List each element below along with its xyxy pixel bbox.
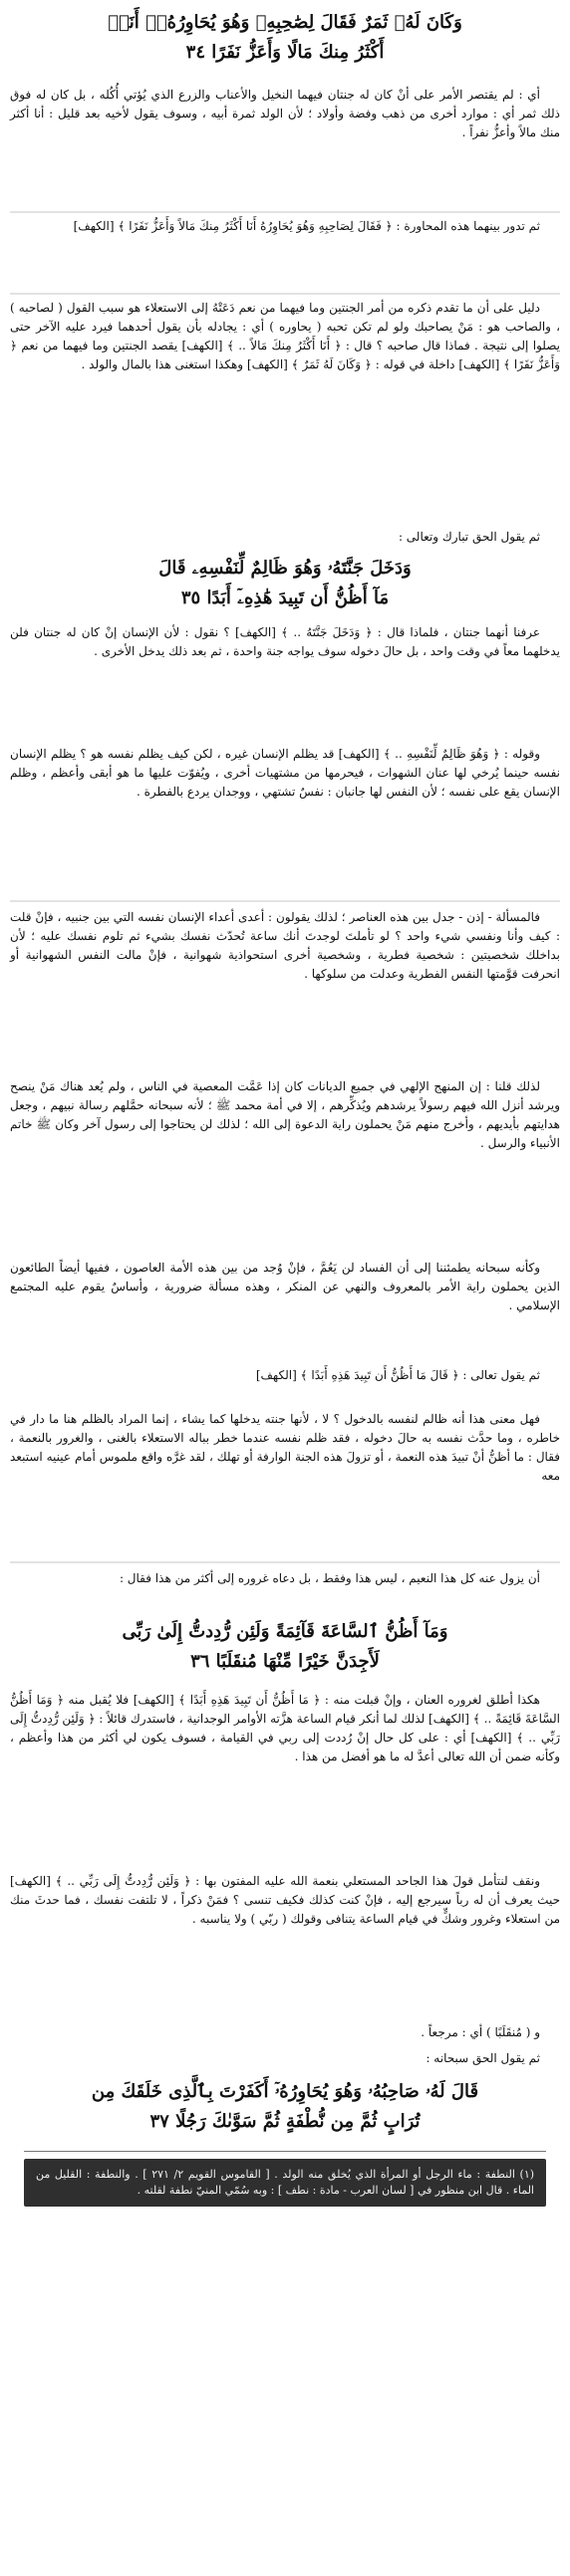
verse-block-37: [20, 2077, 550, 2137]
paragraph-10-text: ثم يقول تعالى : ﴿ قَالَ مَا أَظُنُّ أَن تَبِيدَ هَذِهِ أَبَدًا ﴾ [الكهف]: [255, 1368, 540, 1382]
paragraph-7: [10, 908, 560, 984]
paragraph-14-text: ونقف لنتأمل قولَ هذا الجاحد المستعلي بنعمة الله عليه المفتون بها : ﴿ وَلَئِن رُّدِدتُّ إِلَى رَبِّي .. ﴾ [الكهف] حيث يعرف أن له رباً سيرجع إليه ، فإنْ كنت كذلك فكيف تنسى ؟ فمَنْ ذكراً ، لا تلتفت نفسك ، فما حدثَ منك من استعلاء وغرور وشكٍّ في قيام الساعة يتنافى وقولك ( ربّي ) ولا يناسبه .: [10, 1874, 560, 1926]
paragraph-9: [10, 1259, 560, 1315]
paragraph-1-text: أي : لم يقتصر الأمر على أنْ كان له جنتان فيهما النخيل والأعناب والزرع الذي يُؤتي أُكُله ، بل كان له فوق ذلك ثمر أي : موارد أخرى من ذهب وفضة وأولاد ؛ لأن الولد ثمرة أبيه ، وسوف يقول لأخيه بعد قليل : أنا أكثر منك مالاً وأعزُّ نفراً .: [10, 88, 560, 139]
paragraph-11-text: فهل معنى هذا أنه ظالم لنفسه بالدخول ؟ لا ، لأنها جنته يدخلها كما يشاء ، إنما المراد بالظلم هنا ما دار في خاطره ، وما حدَّث نفسه به حالَ دخوله ، فقد ظلم نفسه عندما خطر بباله الاستعلاء بالغنى ، والغرور بالنعمة ، فقال : ما أظنُّ أنْ تبيدَ هذه النعمة ، أو تزولَ هذه الجنة الوارفة أو تهلك ، لقد غرَّه واقع ملموس أمام عينيه استبعد معه: [10, 1412, 560, 1483]
verse-34-line-1: وَكَانَ لَهُۥ ثَمَرٌ فَقَالَ لِصَٰحِبِهِۦ وَهُوَ يُحَاوِرُهُۥٓ أَنَا۠: [108, 12, 462, 33]
divider-3: [10, 900, 560, 902]
verse-block-34: [20, 8, 550, 68]
verse-35-line-1: وَدَخَلَ جَنَّتَهُۥ وَهُوَ ظَالِمٌ لِّنَفْسِهِۦ قَالَ: [158, 558, 412, 579]
verse-37-line-2: تُرَابٍ ثُمَّ مِن نُّطْفَةٍ ثُمَّ سَوَّىٰكَ رَجُلًا ٣٧: [149, 2111, 421, 2132]
paragraph-8-text: لذلك قلنا : إن المنهج الإلهي في جميع الديانات كان إذا عَمَّت المعصية في الناس ، ولم يُعد هناك مَنْ ينصح ويرشد أنزل الله فيهم رسولاً يرشدهم ويُذكِّرهم ، إلا في أمة محمد ﷺ ؛ لأنه سبحانه حمَّلهم رسالة نبيهم ، وجعل هدايتهم بأيديهم ، وأخرج منهم مَنْ يحملون راية الدعوة إلى الله ؛ لذلك لن يحتاجوا إلى رسول آخر وكان ﷺ خاتم الأنبياء والرسل .: [10, 1079, 560, 1150]
divider-4: [10, 1561, 560, 1563]
footnote-text: (١) النطفة : ماء الرجل أو المرأة الذي يُخلق منه الولد . [ القاموس القويم ٢/ ٢٧١ ] . والنطفة : القليل من الماء . قال ابن منظور في [ لسان العرب - مادة : نطف ] : وبه سُمّي المنيّ نطفة لقلته .: [36, 2168, 535, 2197]
paragraph-15-text: و ( مُنقَلَبًا ) أي : مرجعاً .: [421, 2025, 540, 2039]
paragraph-8: [10, 1077, 560, 1153]
footnote-separator: [24, 2151, 546, 2152]
paragraph-16: [10, 2049, 560, 2068]
paragraph-5: [10, 623, 560, 661]
paragraph-4: [10, 528, 560, 547]
paragraph-15: [10, 2023, 560, 2042]
verse-35-line-2: مَآ أَظُنُّ أَن تَبِيدَ هَٰذِهِۦٓ أَبَدًا ٣٥: [180, 587, 390, 608]
paragraph-3: [10, 299, 560, 374]
paragraph-5-text: عرفنا أنهما جنتان ، فلماذا قال : ﴿ وَدَخَلَ جَنَّتَهُ .. ﴾ [الكهف] ؟ نقول : لأن الإنسان إنْ كان له جنتان فلن يدخلهما معاً في وقت واحد ، بل حالَ دخوله سوف يواجه جنة واحدة ، ثم بعد ذلك يدخل الأخرى .: [10, 625, 560, 658]
paragraph-14: [10, 1872, 560, 1929]
paragraph-10: [10, 1366, 560, 1385]
divider-1: [10, 211, 560, 213]
paragraph-7-text: فالمسألة - إذن - جدل بين هذه العناصر ؛ لذلك يقولون : أعدى أعداء الإنسان نفسه التي بين جنبيه ، فإنْ قلت : كيف وأنا ونفسي شيء واحد ؟ لو تأملتَ لوجدتَ أنك ساعة تُحدّث نفسك بشيء ثم تلوم نفسك عليه ؛ لأن بداخلك شخصيتين : شخصية فطرية ، وشخصية أخرى استحواذية شهوانية ، فإنْ مالت النفس الشهوانية أو انحرفت قوَّمتها النفس الفطرية وعدلت من سلوكها .: [10, 910, 560, 981]
verse-34-line-2: أَكْثَرُ مِنكَ مَالًا وَأَعَزُّ نَفَرًا ٣٤: [185, 42, 385, 63]
divider-2: [10, 293, 560, 295]
verse-36-line-2: لَأَجِدَنَّ خَيْرًا مِّنْهَا مُنقَلَبًا ٣٦: [190, 1651, 380, 1672]
paragraph-12-text: أن يزول عنه كل هذا النعيم ، ليس هذا وفقط ، بل دعاه غروره إلى أكثر من هذا فقال :: [119, 1571, 540, 1585]
verse-block-35: [20, 554, 550, 613]
paragraph-2: [10, 217, 560, 236]
verse-37-line-1: قَالَ لَهُۥ صَاحِبُهُۥ وَهُوَ يُحَاوِرُهُۥٓ أَكَفَرْتَ بِٱلَّذِى خَلَقَكَ مِن: [91, 2081, 479, 2102]
paragraph-11: [10, 1410, 560, 1486]
verse-block-36: [20, 1617, 550, 1677]
footnote-box: [24, 2159, 546, 2207]
paragraph-6: [10, 745, 560, 802]
paragraph-13: [10, 1691, 560, 1766]
paragraph-4-text: ثم يقول الحق تبارك وتعالى :: [398, 530, 540, 544]
paragraph-6-text: وقوله : ﴿ وَهُوَ ظَالِمٌ لِّنَفْسِهِ .. ﴾ [الكهف] قد يظلم الإنسان غيره ، لكن كيف يظلم نفسه هو ؟ يظلم الإنسان نفسه حينما يُرخي لها عنان الشهوات ، فيحرمها من مشتهيات أخرى ، ويُفوّت عليها ما هو أبقى وأعظم ، وظلم الإنسان يقع على نفسه ؛ لأن النفس لها جانبان : نفسٌ تشتهي ، ووجدان يردع بالفطرة .: [10, 747, 560, 799]
paragraph-1: [10, 86, 560, 142]
paragraph-16-text: ثم يقول الحق سبحانه :: [426, 2051, 540, 2065]
paragraph-12: [10, 1569, 560, 1588]
paragraph-13-text: هكذا أطلق لغروره العنان ، وإنْ قبلت منه : ﴿ مَا أَظُنُّ أَن تَبِيدَ هَذِهِ أَبَدًا ﴾ [الكهف] فلا يُقبل منه ﴿ وَمَا أَظُنُّ السَّاعَةَ قَائِمَةً .. ﴾ [الكهف] لذلك لما أنكر قيام الساعة هزَّته الأوامر الوجدانية ، فاستدرك قائلاً : ﴿ وَلَئِن رُّدِدتُّ إِلَى رَبِّي .. ﴾ [الكهف] أي : على كل حال إنْ رُددت إلى ربي في القيامة ، فسوف يكون لي أكثر من هذا وأعظم ، وكأنه ضمن أن الله تعالى أعدَّ له ما هو أفضل من هذا .: [10, 1693, 560, 1763]
paragraph-3-text: دليل على أن ما تقدم ذكره من أمر الجنتين وما فيهما من نعم دَعَتْهُ إلى الاستعلاء هو سبب القول ( لصاحبه ) ، والصاحب هو : مَنْ يصاحبك ولو لم تكن تحبه ( يحاوره ) أي : يجادله بأن يقول أحدهما فيرد عليه الآخر حتى يصلوا إلى نتيجة . فماذا قال صاحبه ؟ قال : ﴿ أَنَا أَكْثَرُ مِنكَ مَالاً .. ﴾ [الكهف] يقصد الجنتين وما فيهما من نعم ﴿ وَأَعَزُّ نَفَرًا ﴾ [الكهف] داخلة في قوله : ﴿ وَكَانَ لَهُ ثَمَرٌ ﴾ [الكهف] وهكذا استغنى هذا بالمال والولد .: [10, 301, 560, 371]
paragraph-2-text: ثم تدور بينهما هذه المحاورة : ﴿ فَقَالَ لِصَاحِبِهِ وَهُوَ يُحَاوِرُهُ أَنَا أَكْثَرُ مِنكَ مَالاً وَأَعَزُّ نَفَرًا ﴾ [الكهف]: [73, 219, 540, 233]
verse-36-line-1: وَمَآ أَظُنُّ ٱلسَّاعَةَ قَآئِمَةً وَلَئِن رُّدِدتُّ إِلَىٰ رَبِّى: [122, 1621, 448, 1642]
paragraph-9-text: وكأنه سبحانه يطمئننا إلى أن الفساد لن يَعُمَّ ، فإنْ وُجد من بين هذه الأمة العاصون ، ففيها أيضاً الطائعون الذين يحملون راية الأمر بالمعروف والنهي عن المنكر ، وهذه مسألة ضرورية ، وأساسٌ يقوم عليه المجتمع الإسلامي .: [10, 1261, 560, 1312]
